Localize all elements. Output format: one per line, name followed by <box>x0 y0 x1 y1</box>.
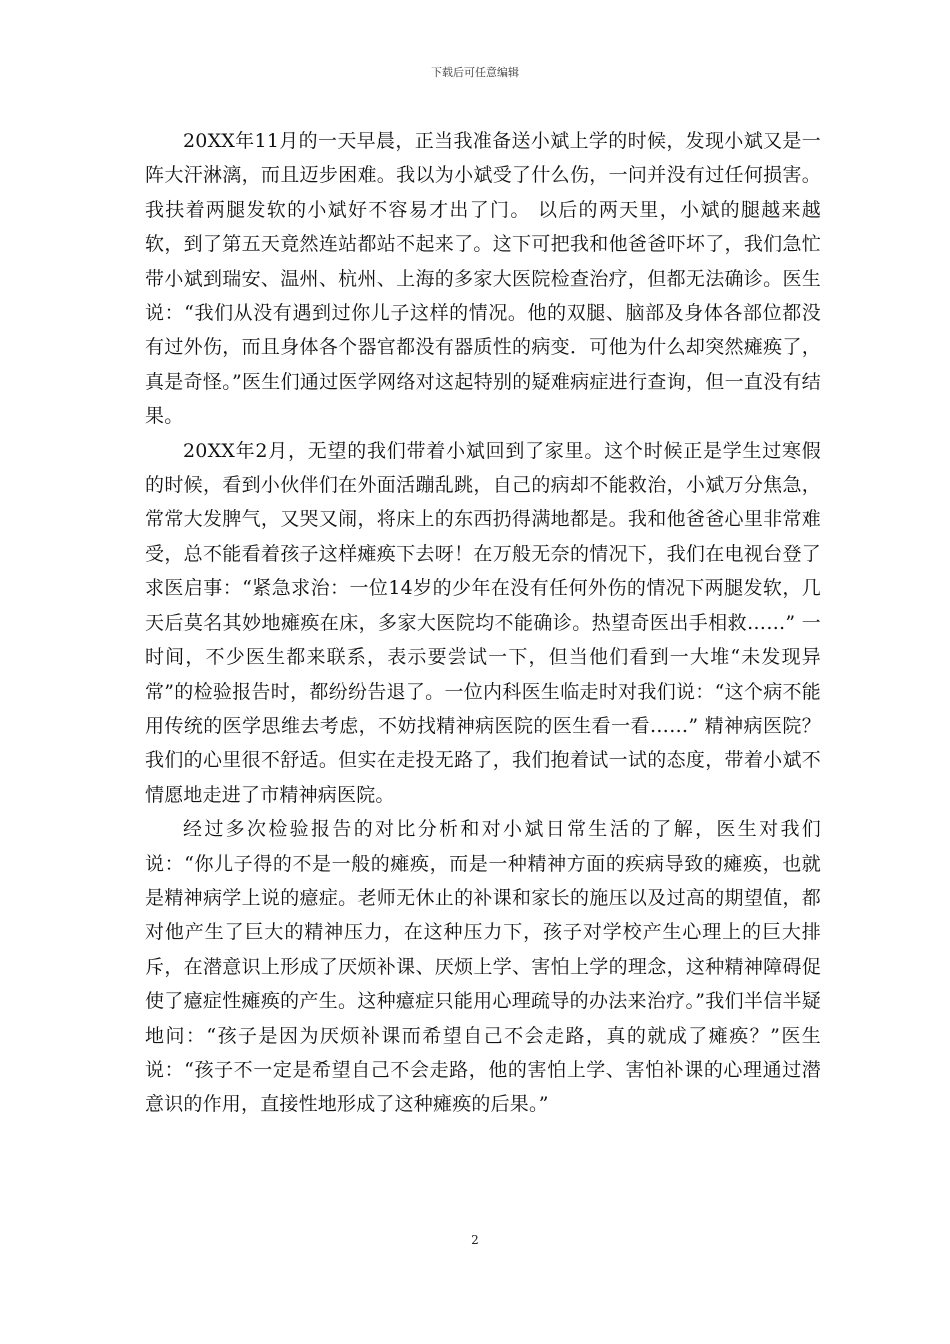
paragraph: 20XX年2月，无望的我们带着小斌回到了家里。这个时候正是学生过寒假的时候，看到小伙伴们在外面活蹦乱跳，自己的病却不能救治，小斌万分焦急，常常大发脾气，又哭又闹，将床上的东西扔得满地都是。我和他爸爸心里非常难受，总不能看着孩子这样瘫痪下去呀！在万般无奈的情况下，我们在电视台登了求医启事：“紧急求治：一位14岁的少年在没有任何外伤的情况下两腿发软，几天后莫名其妙地瘫痪在床，多家大医院均不能确诊。热望奇医出手相救……” 一时间，不少医生都来联系，表示要尝试一下，但当他们看到一大堆“未发现异常”的检验报告时，都纷纷告退了。一位内科医生临走时对我们说：“这个病不能用传统的医学思维去考虑，不妨找精神病医院的医生看一看……” 精神病医院？我们的心里很不舒适。但实在走投无路了，我们抱着试一试的态度，带着小斌不情愿地走进了市精神病医院。 <box>145 439 821 806</box>
page-number: 2 <box>471 1233 479 1247</box>
page-header: 下载后可任意编辑 <box>431 66 519 79</box>
paragraph: 20XX年11月的一天早晨，正当我准备送小斌上学的时候，发现小斌又是一阵大汗淋漓，而且迈步困难。我以为小斌受了什么伤，一问并没有过任何损害。我扶着两腿发软的小斌好不容易才出了门。 以后的两天里，小斌的腿越来越软，到了第五天竟然连站都站不起来了。这下可把我和他爸爸吓坏了，我们急忙带小斌到瑞安、温州、杭州、上海的多家大医院检查治疗，但都无法确诊。医生说：“我们从没有遇到过你儿子这样的情况。他的双腿、脑部及身体各部位都没有过外伤，而且身体各个器官都没有器质性的病变．可他为什么却突然瘫痪了，真是奇怪。”医生们通过医学网络对这起特别的疑难病症进行查询，但一直没有结果。 <box>145 130 821 428</box>
paragraph: 经过多次检验报告的对比分析和对小斌日常生活的了解，医生对我们说：“你儿子得的不是一般的瘫痪，而是一种精神方面的疾病导致的瘫痪，也就是精神病学上说的癔症。老师无休止的补课和家长的施压以及过高的期望值，都对他产生了巨大的精神压力，在这种压力下，孩子对学校产生心理上的巨大排斥，在潜意识上形成了厌烦补课、厌烦上学、害怕上学的理念，这种精神障碍促使了癔症性瘫痪的产生。这种癔症只能用心理疏导的办法来治疗。”我们半信半疑地问：“孩子是因为厌烦补课而希望自己不会走路，真的就成了瘫痪？”医生说：“孩子不一定是希望自己不会走路，他的害怕上学、害怕补课的心理通过潜意识的作用，直接性地形成了这种瘫痪的后果。” <box>145 818 821 1116</box>
document-body <box>145 124 821 1122</box>
